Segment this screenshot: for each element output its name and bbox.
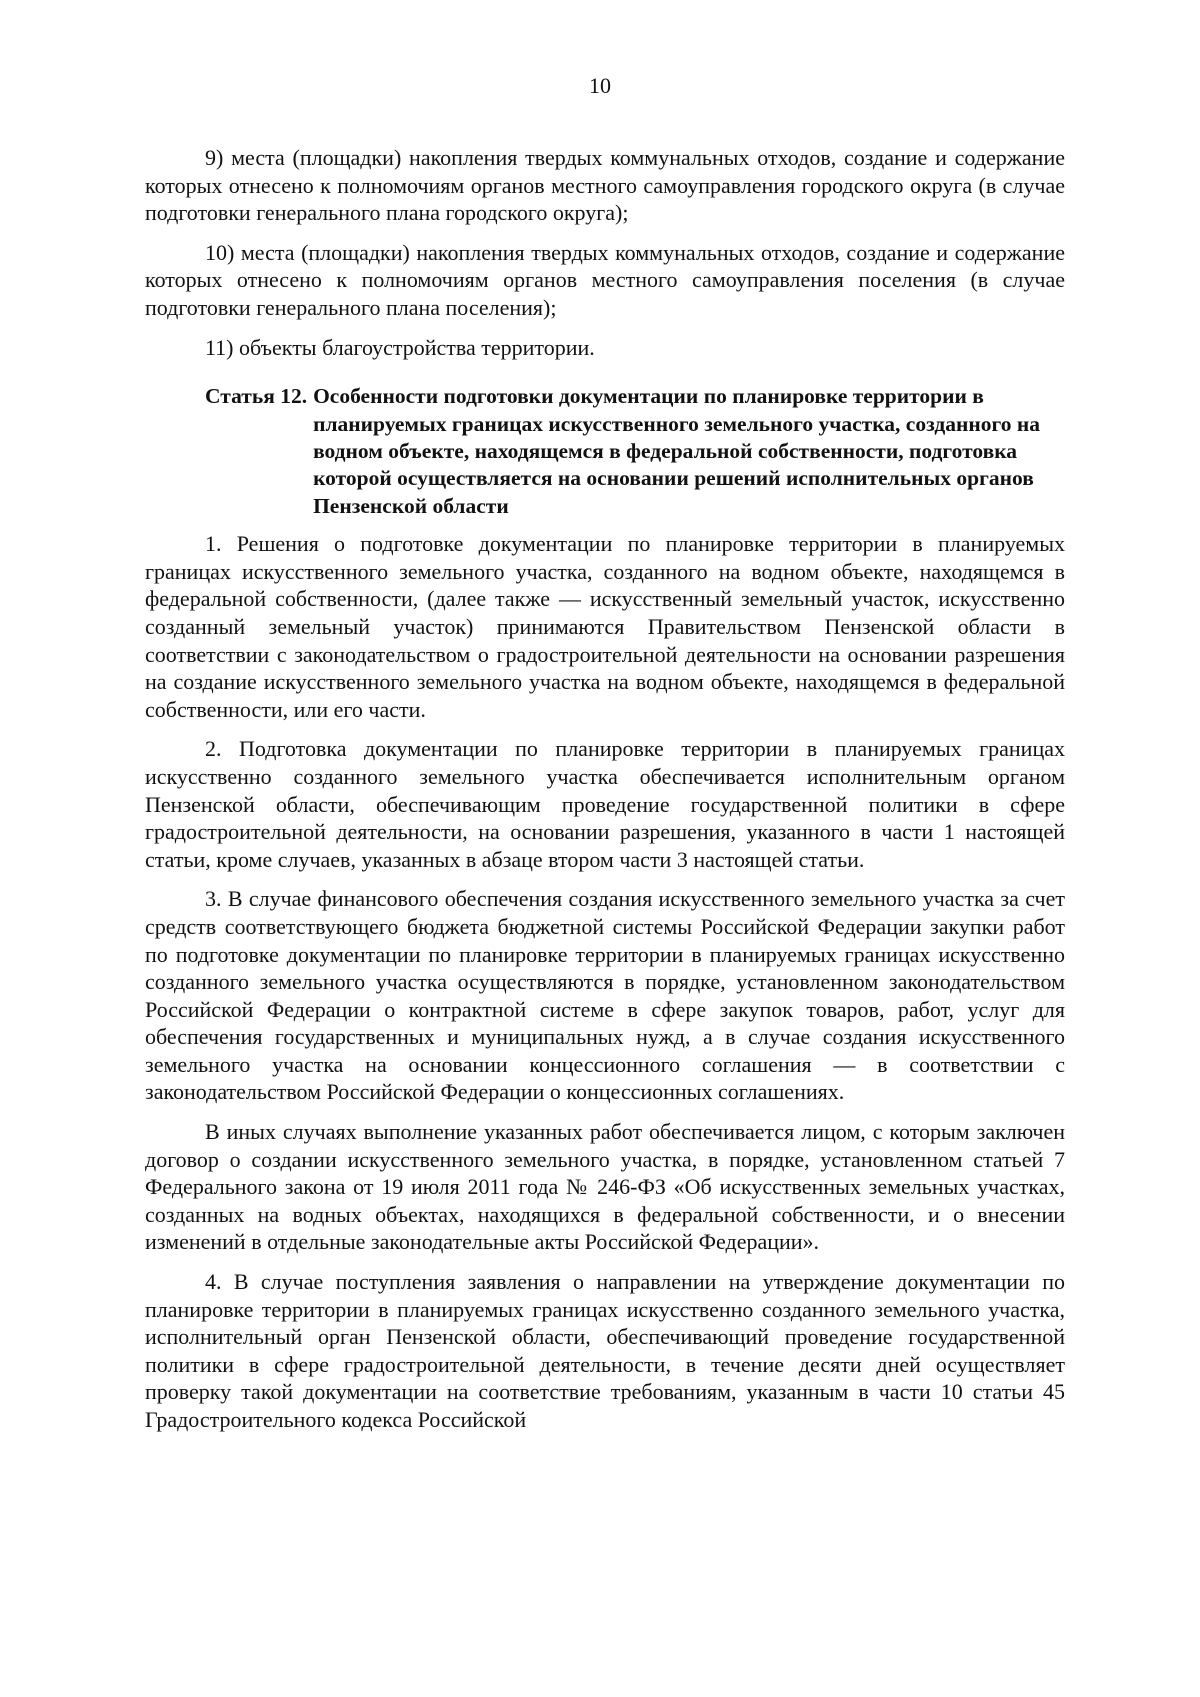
paragraph-1: 1. Решения о подготовке документации по планировке территории в планируемых границах искусственного земельного участка, созданного на водном объекте, находящемся в федеральной собственности, (далее также — искусственный земельный участок, искусственно созданный земельный участок) принимаются Правительством Пензенской области в соответствии с законодательством о градостроительной деятельности на основании разрешения на создание искусственного земельного участка на водном объекте, находящемся в федеральной собственности, или его части. xyxy=(145,531,1065,722)
paragraph-3: 3. В случае финансового обеспечения создания искусственного земельного участка за счет средств соответствующего бюджета бюджетной системы Российской Федерации закупки работ по подготовке документации по планировке территории в планируемых границах искусственно созданного земельного участка осуществляются в порядке, установленном законодательством Российской Федерации о контрактной системе в сфере закупок товаров, работ, услуг для обеспечения государственных и муниципальных нужд, а в случае создания искусственного земельного участка на основании концессионного соглашения — в соответствии с законодательством Российской Федерации о концессионных соглашениях. xyxy=(145,886,1065,1105)
paragraph-3-subparagraph: В иных случаях выполнение указанных работ обеспечивается лицом, с которым заключен договор о создании искусственного земельного участка, в порядке, установленном статьей 7 Федерального закона от 19 июля 2011 года № 246-ФЗ «Об искусственных земельных участках, созданных на водных объектах, находящихся в федеральной собственности, и о внесении изменений в отдельные законодательные акты Российской Федерации». xyxy=(145,1119,1065,1255)
article-label: Статья 12. xyxy=(205,384,308,409)
paragraph-2: 2. Подготовка документации по планировке территории в планируемых границах искусственно созданного земельного участка обеспечивается исполнительным органом Пензенской области, обеспечивающим проведение государственной политики в сфере градостроительной деятельности, на основании разрешения, указанного в части 1 настоящей статьи, кроме случаев, указанных в абзаце втором части 3 настоящей статьи. xyxy=(145,736,1065,872)
article-heading xyxy=(145,383,1065,520)
list-item-9: 9) места (площадки) накопления твердых коммунальных отходов, создание и содержание которых отнесено к полномочиям органов местного самоуправления городского округа (в случае подготовки генерального плана городского округа); xyxy=(145,145,1065,226)
list-item-11: 11) объекты благоустройства территории. xyxy=(205,334,595,360)
page-number: 10 xyxy=(589,73,611,98)
document-body xyxy=(145,144,1065,1446)
paragraph-4: 4. В случае поступления заявления о направлении на утверждение документации по планировке территории в планируемых границах искусственно созданного земельного участка, исполнительный орган Пензенской области, обеспечивающий проведение государственной политики в сфере градостроительной деятельности, в течение десяти дней осуществляет проверку такой документации на соответствие требованиям, указанным в части 10 статьи 45 Градостроительного кодекса Российской xyxy=(145,1269,1065,1432)
article-title: Особенности подготовки документации по планировке территории в планируемых границах искусственного земельного участка, созданного на водном объекте, находящемся в федеральной собственности, подготовка которой осуществляется на основании решений исполнительных органов Пензенской области xyxy=(313,384,1040,518)
list-item-10: 10) места (площадки) накопления твердых коммунальных отходов, создание и содержание которых отнесено к полномочиям органов местного самоуправления поселения (в случае подготовки генерального плана поселения); xyxy=(145,239,1065,320)
